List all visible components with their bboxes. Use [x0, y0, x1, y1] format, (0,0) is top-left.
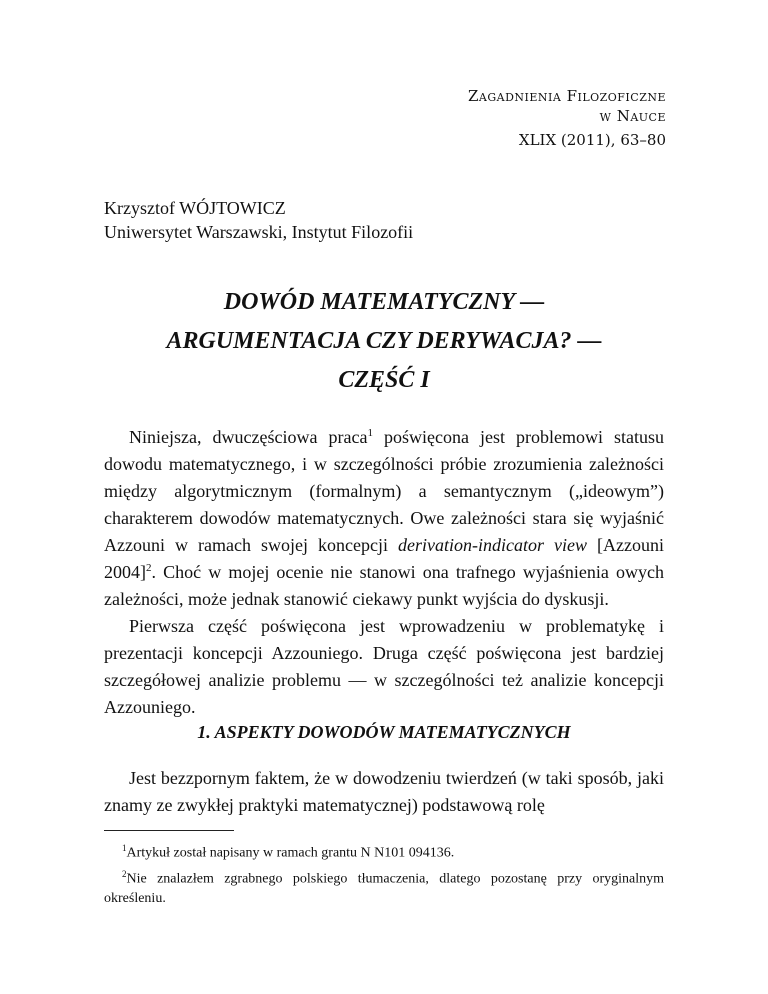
paper-title	[104, 283, 664, 400]
title-line-2: ARGUMENTACJA CZY DERYWACJA? —	[166, 328, 602, 354]
citation: [Azzouni 2004]	[104, 535, 664, 582]
footnotes	[104, 838, 664, 909]
journal-name-line2: w Nauce	[599, 107, 666, 125]
title-line-3: CZĘŚĆ I	[338, 367, 430, 393]
section-paragraph-1: Jest bezzpornym faktem, że w dowodzeniu twierdzeń (w taki sposób, jaki znamy ze zwykłej praktyki matematycznej) podstawową rolę	[104, 768, 664, 815]
journal-header	[468, 86, 666, 150]
author-block	[104, 196, 413, 244]
author-affiliation: Uniwersytet Warszawski, Instytut Filozofii	[104, 222, 414, 242]
footnote-rule	[104, 830, 234, 831]
intro-paragraph-1: Niniejsza, dwuczęściowa praca$^1$ poświęcona jest problemowi statusu dowodu matematycznego, i w szczególności próbie zrozumienia zależności między algorytmicznym (formalnym) a semantycznym („ideowym”) charakterem dowodów matematycznych. Owe zależności stara się wyjaśnić Azzouni w ramach swojej koncepcji derivation-indicator view [Azzouni 2004]$^2$. Choć w mojej ocenie nie stanowi ona trafnego wyjaśnienia owych zależności, może jednak stanowić ciekawy punkt wyjścia do dyskusji.	[104, 427, 664, 609]
footnote-ref-2: 2	[146, 562, 152, 574]
footnote-2: $^2$Nie znalazłem zgrabnego polskiego tłumaczenia, dlatego pozostanę przy oryginalnym określeniu.	[104, 868, 664, 907]
intro-paragraph-2: Pierwsza część poświęcona jest wprowadzeniu w problematykę i prezentacji koncepcji Azzouniego. Druga część poświęcona jest bardziej szczegółowej analizie problemu — w szczególności też analizie koncepcji Azzouniego.	[104, 616, 664, 717]
section-heading: 1. ASPEKTY DOWODÓW MATEMATYCZNYCH	[197, 722, 571, 742]
footnote-ref-1: 1	[367, 427, 373, 439]
journal-name-line1: Zagadnienia Filozoficzne	[467, 87, 666, 105]
section-text	[104, 765, 664, 819]
title-line-1: DOWÓD MATEMATYCZNY —	[223, 289, 545, 315]
footnote-1: $^1$Artykuł został napisany w ramach grantu N N101 094136.	[122, 843, 455, 861]
italic-term: derivation-indicator view	[398, 535, 587, 555]
intro-text	[104, 424, 664, 721]
journal-volume: XLIX (2011), 63–80	[518, 131, 666, 149]
author-name: Krzysztof WÓJTOWICZ	[104, 198, 286, 218]
